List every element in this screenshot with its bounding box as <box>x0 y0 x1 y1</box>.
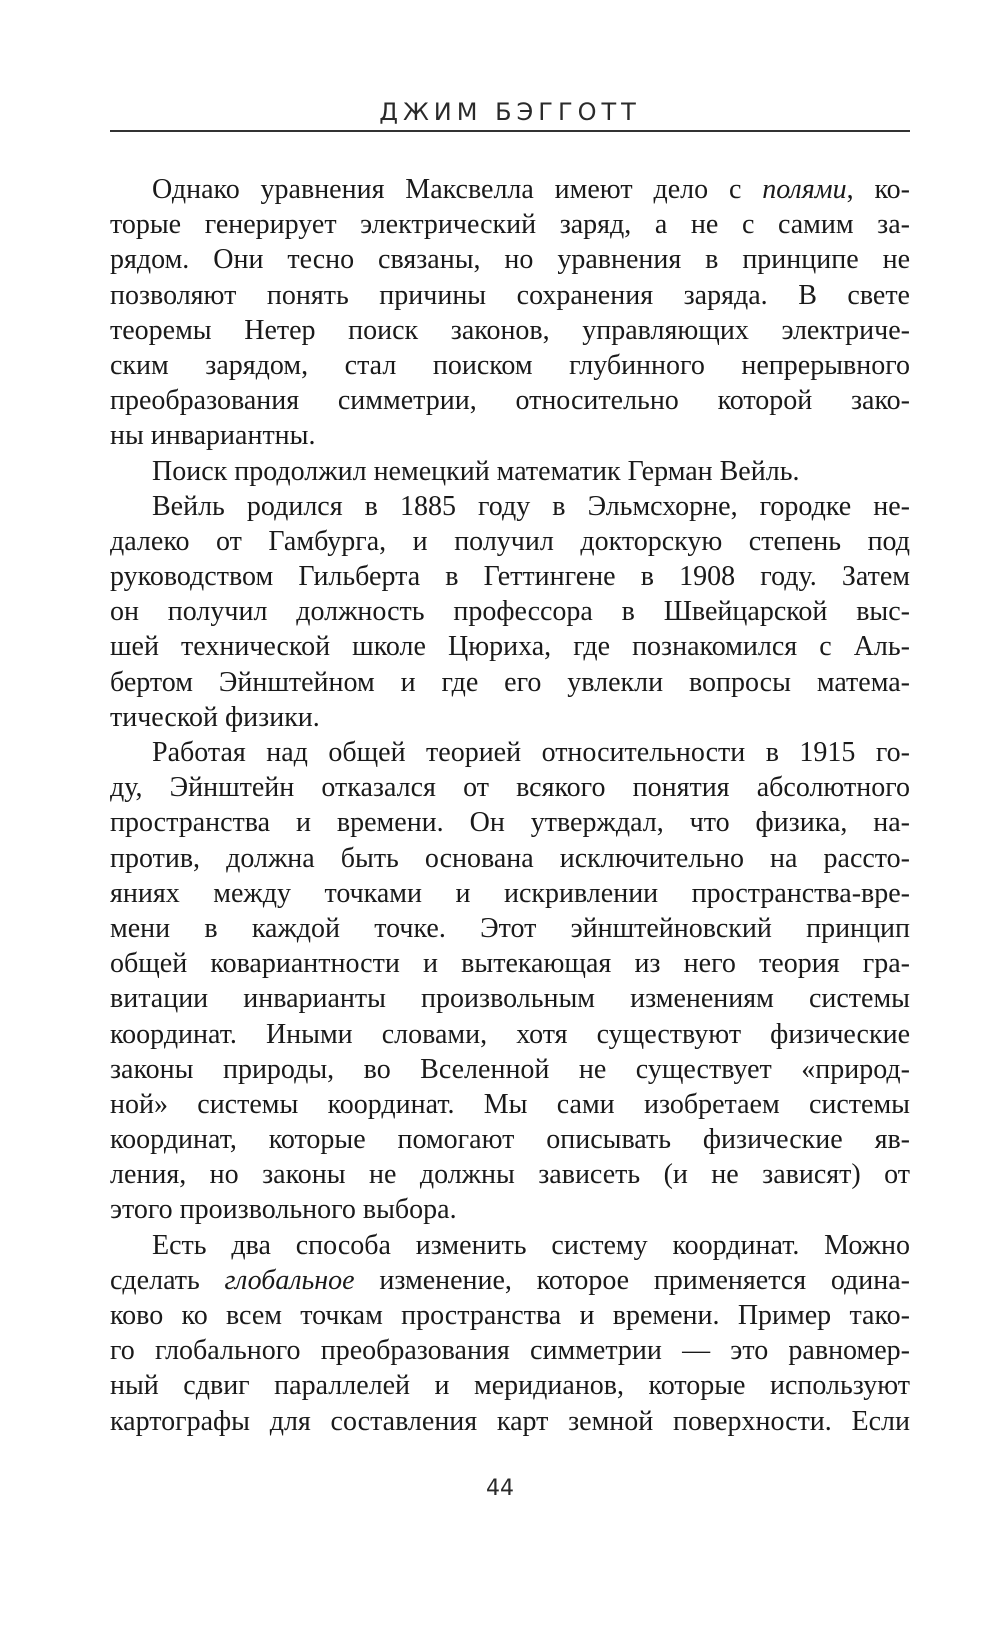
text-run: изменение, которое применяется одина- <box>354 1264 910 1296</box>
text-run: координат, которые помогают описывать физические яв- <box>110 1124 910 1156</box>
text-run: ный сдвиг параллелей и меридианов, которые используют <box>110 1370 910 1402</box>
text-line <box>110 1333 910 1368</box>
text-line <box>110 489 910 524</box>
text-run: этого произвольного выбора. <box>110 1194 457 1226</box>
text-run: сделать <box>110 1264 225 1296</box>
running-head: ДЖИМ БЭГГОТТ <box>379 98 641 126</box>
text-run: го глобального преобразования симметрии — это равномер- <box>110 1335 910 1367</box>
text-run: Работая над общей теорией относительности в 1915 го- <box>152 737 910 768</box>
text-line <box>110 172 910 207</box>
text-line <box>110 911 910 946</box>
text-run: против, должна быть основана исключительно на рассто- <box>110 842 910 874</box>
text-run: пространства и времени. Он утверждал, что физика, на- <box>110 807 910 839</box>
text-run: ково ко всем точкам пространства и времени. Пример тако- <box>110 1300 910 1331</box>
text-run: мени в каждой точке. Этот эйнштейновский принцип <box>110 912 910 944</box>
text-run: ду, Эйнштейн отказался от всякого понятия абсолютного <box>110 772 910 804</box>
text-line <box>110 629 910 664</box>
text-run: ским зарядом, стал поиском глубинного непрерывного <box>110 349 910 381</box>
body-text <box>110 172 910 1439</box>
page-number: 44 <box>486 1476 514 1501</box>
text-run: Однако уравнения Максвелла имеют дело с <box>152 174 763 205</box>
text-line <box>110 1404 910 1439</box>
text-run: торые генерирует электрический заряд, а не с самим за- <box>110 209 910 241</box>
italic-term: глобальное <box>224 1264 355 1296</box>
text-run: бертом Эйнштейном и где его увлекли вопросы матема- <box>110 666 910 698</box>
text-line <box>110 1368 910 1403</box>
text-line <box>110 981 910 1016</box>
text-line <box>110 418 910 453</box>
text-run: позволяют понять причины сохранения заряда. В свете <box>110 279 910 311</box>
text-line <box>110 700 910 735</box>
text-line <box>110 454 910 489</box>
text-line <box>110 665 910 700</box>
text-line <box>110 348 910 383</box>
text-line <box>110 1087 910 1122</box>
text-run: преобразования симметрии, относительно которой зако- <box>110 385 910 417</box>
text-line <box>110 559 910 594</box>
text-line <box>110 1228 910 1263</box>
text-line <box>110 1157 910 1192</box>
text-run: витации инварианты произвольным изменениям системы <box>110 983 910 1015</box>
text-line <box>110 1052 910 1087</box>
text-line <box>110 1298 910 1333</box>
text-run: общей ковариантности и вытекающая из него теория гра- <box>110 948 910 980</box>
text-line <box>110 242 910 277</box>
text-line <box>110 1192 910 1227</box>
text-line <box>110 946 910 981</box>
text-line <box>110 313 910 348</box>
text-run: руководством Гильберта в Геттингене в 1908 году. Затем <box>110 561 910 593</box>
text-line <box>110 841 910 876</box>
text-run: ления, но законы не должны зависеть (и не зависят) от <box>110 1159 910 1191</box>
text-run: рядом. Они тесно связаны, но уравнения в принципе не <box>110 244 910 276</box>
text-run: тической физики. <box>110 701 320 733</box>
text-run: картографы для составления карт земной поверхности. Если <box>110 1405 910 1437</box>
text-run: теоремы Нетер поиск законов, управляющих электриче- <box>110 314 910 346</box>
text-run: Поиск продолжил немецкий математик Герман Вейль. <box>152 455 800 487</box>
text-line <box>110 735 910 770</box>
text-line <box>110 207 910 242</box>
text-line <box>110 770 910 805</box>
italic-term: полями <box>762 174 847 205</box>
text-line <box>110 1017 910 1052</box>
text-line <box>110 594 910 629</box>
text-run: шей технической школе Цюриха, где познакомился с Аль- <box>110 631 910 663</box>
text-line <box>110 1122 910 1157</box>
text-run: ной» системы координат. Мы сами изобретаем системы <box>110 1088 910 1120</box>
text-run: Есть два способа изменить систему координат. Можно <box>152 1229 910 1261</box>
text-run: далеко от Гамбурга, и получил докторскую степень под <box>110 525 910 557</box>
text-line <box>110 1263 910 1298</box>
text-run: законы природы, во Вселенной не существует «природ- <box>110 1053 910 1085</box>
text-run: ны инвариантны. <box>110 420 316 452</box>
text-run: яниях между точками и искривлении пространства-вре- <box>110 877 910 909</box>
text-line <box>110 876 910 911</box>
text-line <box>110 524 910 559</box>
header-rule <box>110 130 910 132</box>
text-run: , ко- <box>846 174 910 205</box>
text-line <box>110 278 910 313</box>
text-line <box>110 383 910 418</box>
text-run: Вейль родился в 1885 году в Эльмсхорне, городке не- <box>152 490 910 522</box>
text-run: он получил должность профессора в Швейцарской выс- <box>110 596 910 628</box>
text-line <box>110 805 910 840</box>
text-run: координат. Иными словами, хотя существуют физические <box>110 1018 910 1050</box>
